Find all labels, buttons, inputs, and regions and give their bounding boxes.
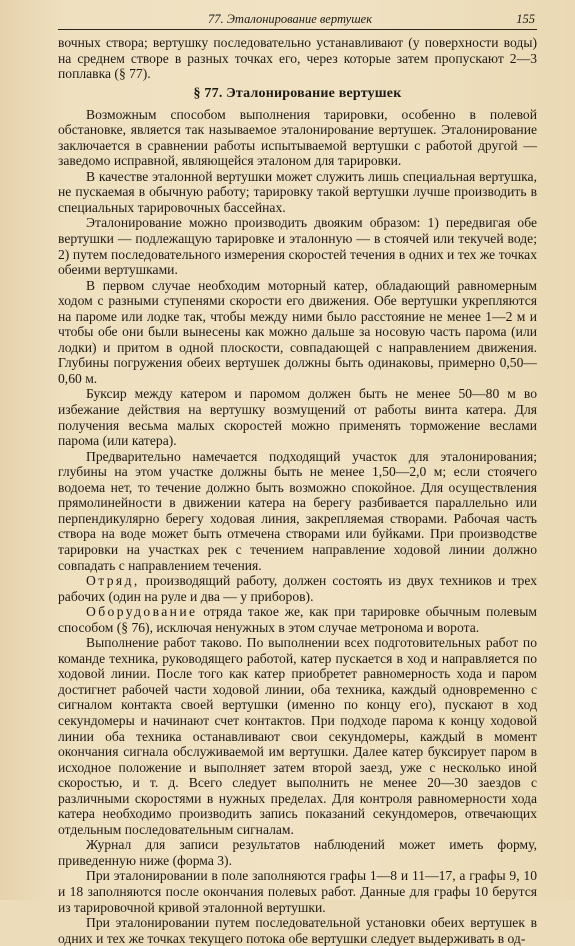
intro-paragraph: вочных створа; вертушку последовательно устанавливают (у поверхности воды) на среднем створе в разных точках его, через которые затем пропускают 2—3 поплавка (§ 77).	[58, 35, 537, 82]
running-title: 77. Эталонирование вертушек	[208, 12, 373, 26]
equipment-text: отряда такое же, как при тарировке обычным полевым способом (§ 76), исключая ненужных в этом случае метронома и ворота.	[58, 604, 537, 635]
paragraph: При эталонировании путем последовательной установки обеих вертушек в одних и тех же точках текущего потока обе вертушки следует выдерживать в од-	[58, 915, 537, 946]
section-title: § 77. Эталонирование вертушек	[193, 85, 402, 101]
page-number: 155	[516, 12, 535, 26]
crew-paragraph	[58, 573, 537, 604]
body-text	[58, 35, 537, 946]
paragraph: В качестве эталонной вертушки может служить лишь специальная вертушка, не пускаемая в обычную работу; тарировку такой вертушки лучше производить в специальных тарировочных бассейнах.	[58, 168, 537, 215]
paragraph: Буксир между катером и паромом должен быть не менее 50—80 м во избежание действия на вертушку возмущений от работы винта катера. Для получения весьма малых скоростей можно применять торможение веслами парома (или катера).	[58, 386, 537, 449]
paragraph: Выполнение работ таково. По выполнении всех подготовительных работ по команде техника, руководящего работой, катер пускается в ход и направляется по ходовой линии. После того как катер приобретет равномерность хода и паром достигнет рабочей части ходовой линии, оба техника, каждый одновременно с сигналом контакта своей вертушки (именно по концу его), пускают в ход секундомеры и начинают счет контактов. При подходе парома к концу ходовой линии оба техника останавливают свои секундомеры, каждый в момент окончания сигнала обслуживаемой им вертушки. Далее катер буксирует паром в исходное положение и выполняет затем второй заезд, уже с несколько иной скоростью, и т. д. Всего следует выполнить не менее 20—30 заездов с различными скоростями в нужных пределах. Для контроля равномерности хода катера необходимо производить запись показаний секундомеров, отвечающих отдельным последовательным сигналам.	[58, 635, 537, 837]
equipment-paragraph	[58, 604, 537, 635]
paragraph: Предварительно намечается подходящий участок для эталонирования; глубины на этом участке должны быть не менее 1,50—2,0 м; если стоячего водоема нет, то течение должно быть возможно спокойное. Для осуществления прямолинейности в движении катера на берегу разбивается параллельно или перпендикулярно берегу ходовая линия, закрепляемая створами. Рабочая часть створа на воде может быть отмечена створами или буйками. При производстве тарировки на участках рек с течением направление ходовой линии должно совпадать с направлением течения.	[58, 448, 537, 573]
equipment-lead: Оборудование	[86, 604, 198, 620]
paragraph: При эталонировании в поле заполняются графы 1—8 и 11—17, а графы 9, 10 и 18 заполняются после окончания полевых работ. Данные для графы 10 берутся из тарировочной кривой эталонной вертушки.	[58, 868, 537, 915]
crew-lead: Отряд,	[86, 573, 140, 589]
paragraph: В первом случае необходим моторный катер, обладающий равномерным ходом с разными ступенями скорости его движения. Обе вертушки укрепляются на пароме или лодке так, чтобы между ними было расстояние не менее 1—2 м и чтобы обе они были вынесены как можно дальше за носовую часть парома (или лодки) и притом в одной плоскости, совпадающей с направлением движения. Глубины погружения обеих вертушек должны быть одинаковы, примерно 0,50—0,60 м.	[58, 277, 537, 386]
crew-text: производящий работу, должен состоять из двух техников и трех рабочих (один на руле и два — у приборов).	[58, 573, 537, 604]
running-head	[58, 12, 537, 30]
paragraph: Эталонирование можно производить двояким образом: 1) передвигая обе вертушки — подлежащую тарировке и эталонную — в стоячей или текучей воде; 2) путем последовательного измерения скоростей течения в одних и тех же точках обеими вертушками.	[58, 215, 537, 278]
paragraph: Журнал для записи результатов наблюдений может иметь форму, приведенную ниже (форма 3).	[58, 837, 537, 868]
paragraph: Возможным способом выполнения тарировки, особенно в полевой обстановке, является так называемое эталонирование вертушек. Эталонирование заключается в сравнении работы испытываемой вертушки с работой другой — заведомо исправной, являющейся эталоном для тарировки.	[58, 106, 537, 169]
